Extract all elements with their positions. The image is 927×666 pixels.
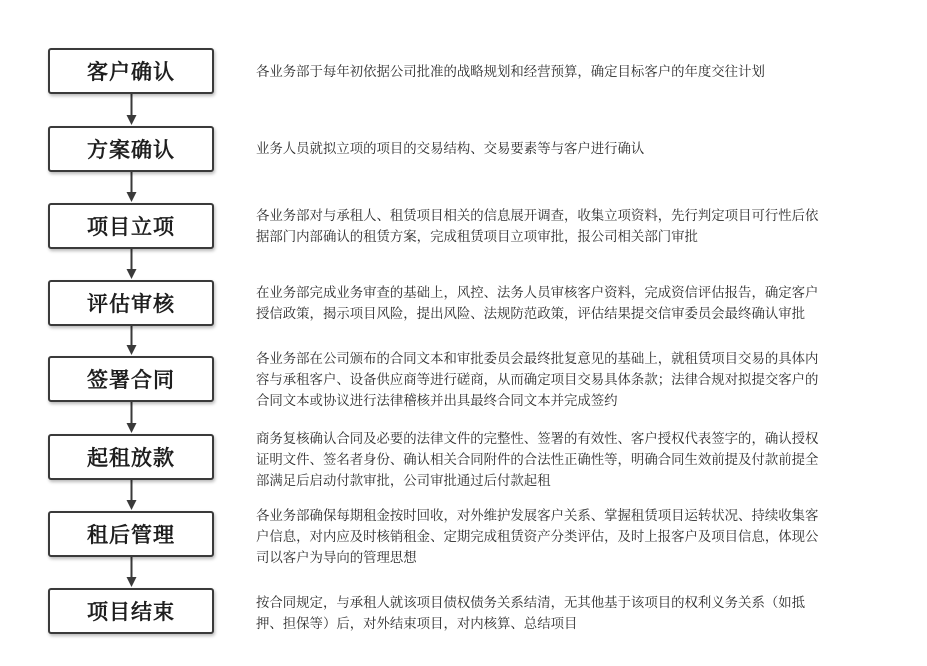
step-box-project-initiation: 项目立项 [48,203,214,249]
step-desc-customer-confirm: 各业务部于每年初依据公司批准的战略规划和经营预算，确定目标客户的年度交往计划 [256,65,765,80]
step-desc-contract-signing: 各业务部在公司颁布的合同文本和审批委员会最终批复意见的基础上，就租赁项目交易的具体内 容与承租客户、设备供应商等进行磋商，从而确定项目交易具体条款；法律合规对拟提交客户的 合同文本或协议进行法律稽核并出具最终合同文本并完成签约 [256,352,819,409]
step-box-project-closure: 项目结束 [48,588,214,634]
arrowhead-icon [127,423,137,433]
step-desc-plan-confirm: 业务人员就拟立项的项目的交易结构、交易要素等与客户进行确认 [256,142,645,157]
step-box-customer-confirm: 客户确认 [48,48,214,94]
step-desc-lease-disbursement: 商务复核确认合同及必要的法律文件的完整性、签署的有效性、客户授权代表签字的，确认授权 证明文件、签名者身份、确认相关合同附件的合法性正确性等，明确合同生效前提及付款前提全 部满足后启动付款审批，公司审批通过后付款起租 [256,432,819,489]
arrowhead-icon [127,500,137,510]
step-desc-post-lease-management: 各业务部确保每期租金按时回收，对外维护发展客户关系、掌握租赁项目运转状况、持续收集客 户信息，对内应及时核销租金、定期完成租赁资产分类评估，及时上报客户及项目信息，体现公 司以客户为导向的管理思想 [256,509,819,566]
arrowhead-icon [127,269,137,279]
arrowhead-icon [127,115,137,125]
step-box-contract-signing: 签署合同 [48,356,214,402]
step-desc-assessment-review: 在业务部完成业务审查的基础上，风控、法务人员审核客户资料，完成资信评估报告，确定客户 授信政策，揭示项目风险，提出风险、法规防范政策，评估结果提交信审委员会最终确认审批 [256,286,819,322]
step-box-lease-disbursement: 起租放款 [48,434,214,480]
arrowhead-icon [127,345,137,355]
step-box-post-lease-management: 租后管理 [48,511,214,557]
step-box-assessment-review: 评估审核 [48,280,214,326]
step-box-plan-confirm: 方案确认 [48,126,214,172]
step-desc-project-closure: 按合同规定，与承租人就该项目债权债务关系结清，无其他基于该项目的权利义务关系（如抵 押、担保等）后，对外结束项目，对内核算、总结项目 [256,596,806,632]
arrowhead-icon [127,577,137,587]
step-desc-project-initiation: 各业务部对与承租人、租赁项目相关的信息展开调查，收集立项资料，先行判定项目可行性后依 据部门内部确认的租赁方案，完成租赁项目立项审批，报公司相关部门审批 [256,209,819,245]
arrowhead-icon [127,192,137,202]
